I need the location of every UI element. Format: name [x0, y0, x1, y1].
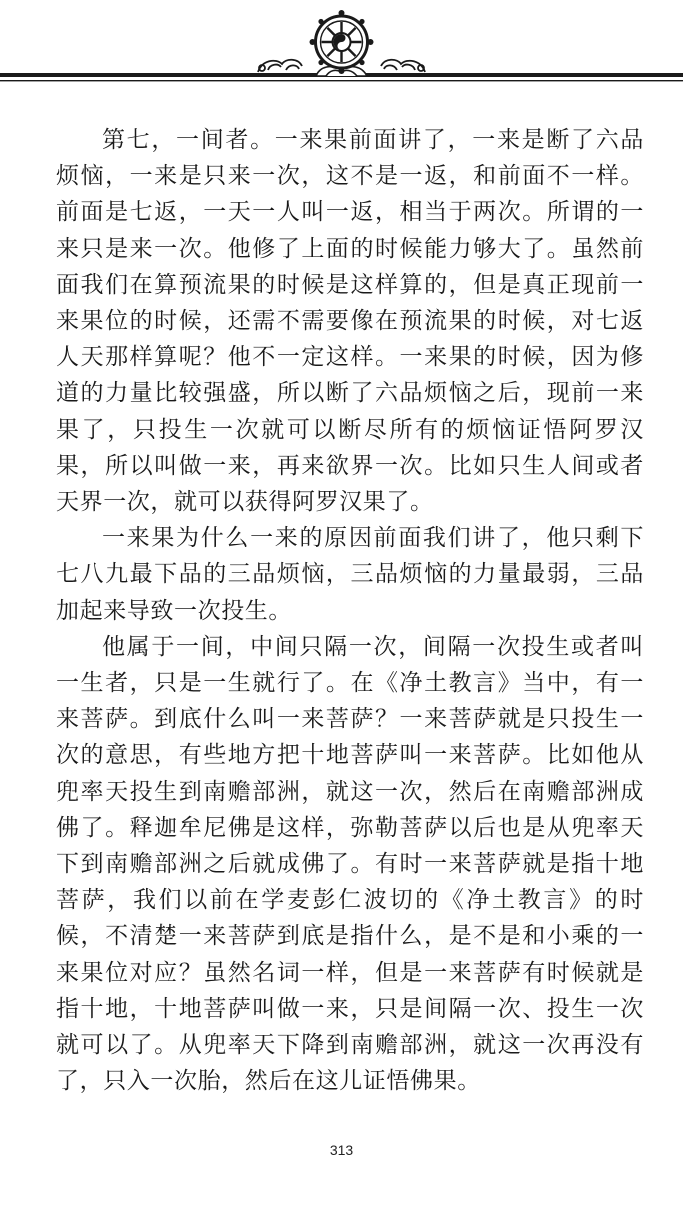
paragraph: 他属于一间，中间只隔一次，间隔一次投生或者叫一生者，只是一生就行了。在《净土教言》当中，有一来菩萨。到底什么叫一来菩萨？一来菩萨就是只投生一次的意思，有些地方把十地菩萨叫一来菩萨。比如他从兜率天投生到南赡部洲，就这一次，然后在南赡部洲成佛了。释迦牟尼佛是这样，弥勒菩萨以后也是从兜率天下到南赡部洲之后就成佛了。有时一来菩萨就是指十地菩萨，我们以前在学麦彭仁波切的《净土教言》的时候，不清楚一来菩萨到底是指什么，是不是和小乘的一来果位对应？虽然名词一样，但是一来菩萨有时候就是指十地，十地菩萨叫做一来，只是间隔一次、投生一次就可以了。从兜率天下降到南赡部洲，就这一次再没有了，只入一次胎，然后在这儿证悟佛果。 [56, 633, 644, 1095]
page-header-ornament [0, 0, 683, 100]
paragraph: 第七，一间者。一来果前面讲了，一来是断了六品烦恼，一来是只来一次，这不是一返，和前面不一样。前面是七返，一天一人叫一返，相当于两次。所谓的一来只是来一次。他修了上面的时候能力够大了。虽然前面我们在算预流果的时候是这样算的，但是真正现前一来果位的时候，还需不需要像在预流果的时候，对七返人天那样算呢？他不一定这样。一来果的时候，因为修道的力量比较强盛，所以断了六品烦恼之后，现前一来果了，只投生一次就可以断尽所有的烦恼证悟阿罗汉果，所以叫做一来，再来欲界一次。比如只生人间或者天界一次，就可以获得阿罗汉果了。 [56, 127, 644, 516]
body-text [56, 122, 644, 1099]
paragraph: 一来果为什么一来的原因前面我们讲了，他只剩下七八九最下品的三品烦恼，三品烦恼的力量最弱，三品加起来导致一次投生。 [56, 525, 644, 624]
page-number: 313 [329, 1142, 354, 1158]
dharma-wheel-icon [0, 0, 683, 100]
